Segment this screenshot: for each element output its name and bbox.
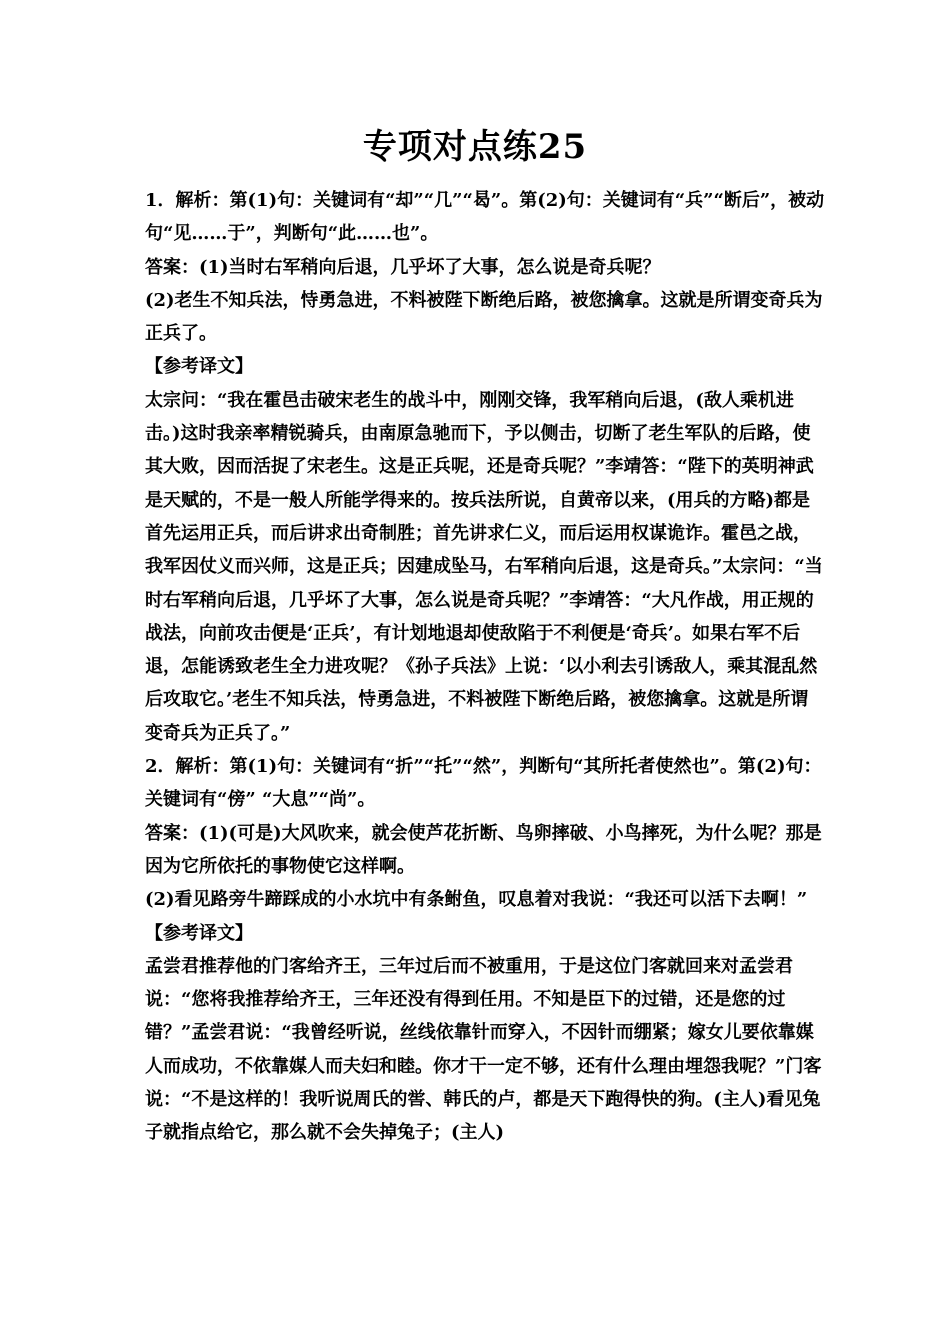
q1-answer-2: (2)老生不知兵法，恃勇急进，不料被陛下断绝后路，被您擒拿。这就是所谓变奇兵为正兵了。 xyxy=(145,289,823,345)
q2-answer-label: 答案： xyxy=(145,822,199,844)
q2-analysis: 2．解析：第(1)句：关键词有“折”“托”“然”，判断句“其所托者使然也”。第(2)句：关键词有“傍” “大息”“尚”。 xyxy=(145,756,822,811)
q1-analysis: 1．解析：第(1)句：关键词有“却”“几”“曷”。第(2)句：关键词有“兵”“断后”，被动句“见……于”，判断句“此……也”。 xyxy=(145,190,825,245)
q2-answer-2: (2)看见路旁牛蹄踩成的小水坑中有条鲋鱼，叹息着对我说：“我还可以活下去啊！” xyxy=(145,889,808,911)
q1-answer-1-text: (1)当时右军稍向后退，几乎坏了大事，怎么说是奇兵呢？ xyxy=(199,256,661,278)
q2-translation-heading: 【参考译文】 xyxy=(145,922,253,944)
q1-answer-label: 答案： xyxy=(145,256,199,278)
document-body xyxy=(145,184,825,1150)
q2-answer-1-text: (1)(可是)大风吹来，就会使芦花折断、鸟卵摔破、小鸟摔死，为什么呢？那是因为它所依托的事物使它这样啊。 xyxy=(145,822,822,877)
q1-translation: 太宗问：“我在霍邑击破宋老生的战斗中，刚刚交锋，我军稍向后退，(敌人乘机进击。)这时我亲率精锐骑兵，由南原急驰而下，予以侧击，切断了老生军队的后路，使其大败，因而活捉了宋老生。这是正兵呢，还是奇兵呢？”李靖答：“陛下的英明神武是天赋的，不是一般人所能学得来的。按兵法所说，自黄帝以来，(用兵的方略)都是首先运用正兵，而后讲求出奇制胜；首先讲求仁义，而后运用权谋诡诈。霍邑之战，我军因仗义而兴师，这是正兵；因建成坠马，右军稍向后退，这是奇兵。”太宗问：“当时右军稍向后退，几乎坏了大事，怎么说是奇兵呢？”李靖答：“大凡作战，用正规的战法，向前攻击便是‘正兵’，有计划地退却使敌陷于不利便是‘奇兵’。如果右军不后退，怎能诱致老生全力进攻呢？《孙子兵法》上说：‘以小利去引诱敌人，乘其混乱然后攻取它。’老生不知兵法，恃勇急进，不料被陛下断绝后路，被您擒拿。这就是所谓变奇兵为正兵了。” xyxy=(145,389,823,744)
q2-answer-1 xyxy=(145,817,825,884)
page-title: 专项对点练25 xyxy=(362,127,588,167)
q1-translation-heading: 【参考译文】 xyxy=(145,356,253,378)
q2-translation: 孟尝君推荐他的门客给齐王，三年过后而不被重用，于是这位门客就回来对孟尝君说：“您将我推荐给齐王，三年还没有得到任用。不知是臣下的过错，还是您的过错？”孟尝君说：“我曾经听说，丝线依靠针而穿入，不因针而绷紧；嫁女儿要依靠媒人而成功，不依靠媒人而夫妇和睦。你才干一定不够，还有什么理由埋怨我呢？”门客说：“不是这样的！我听说周氏的喾、韩氏的卢，都是天下跑得快的狗。(主人)看见兔子就指点给它，那么就不会失掉兔子；(主人) xyxy=(145,955,822,1144)
q1-answer-1 xyxy=(145,251,825,284)
